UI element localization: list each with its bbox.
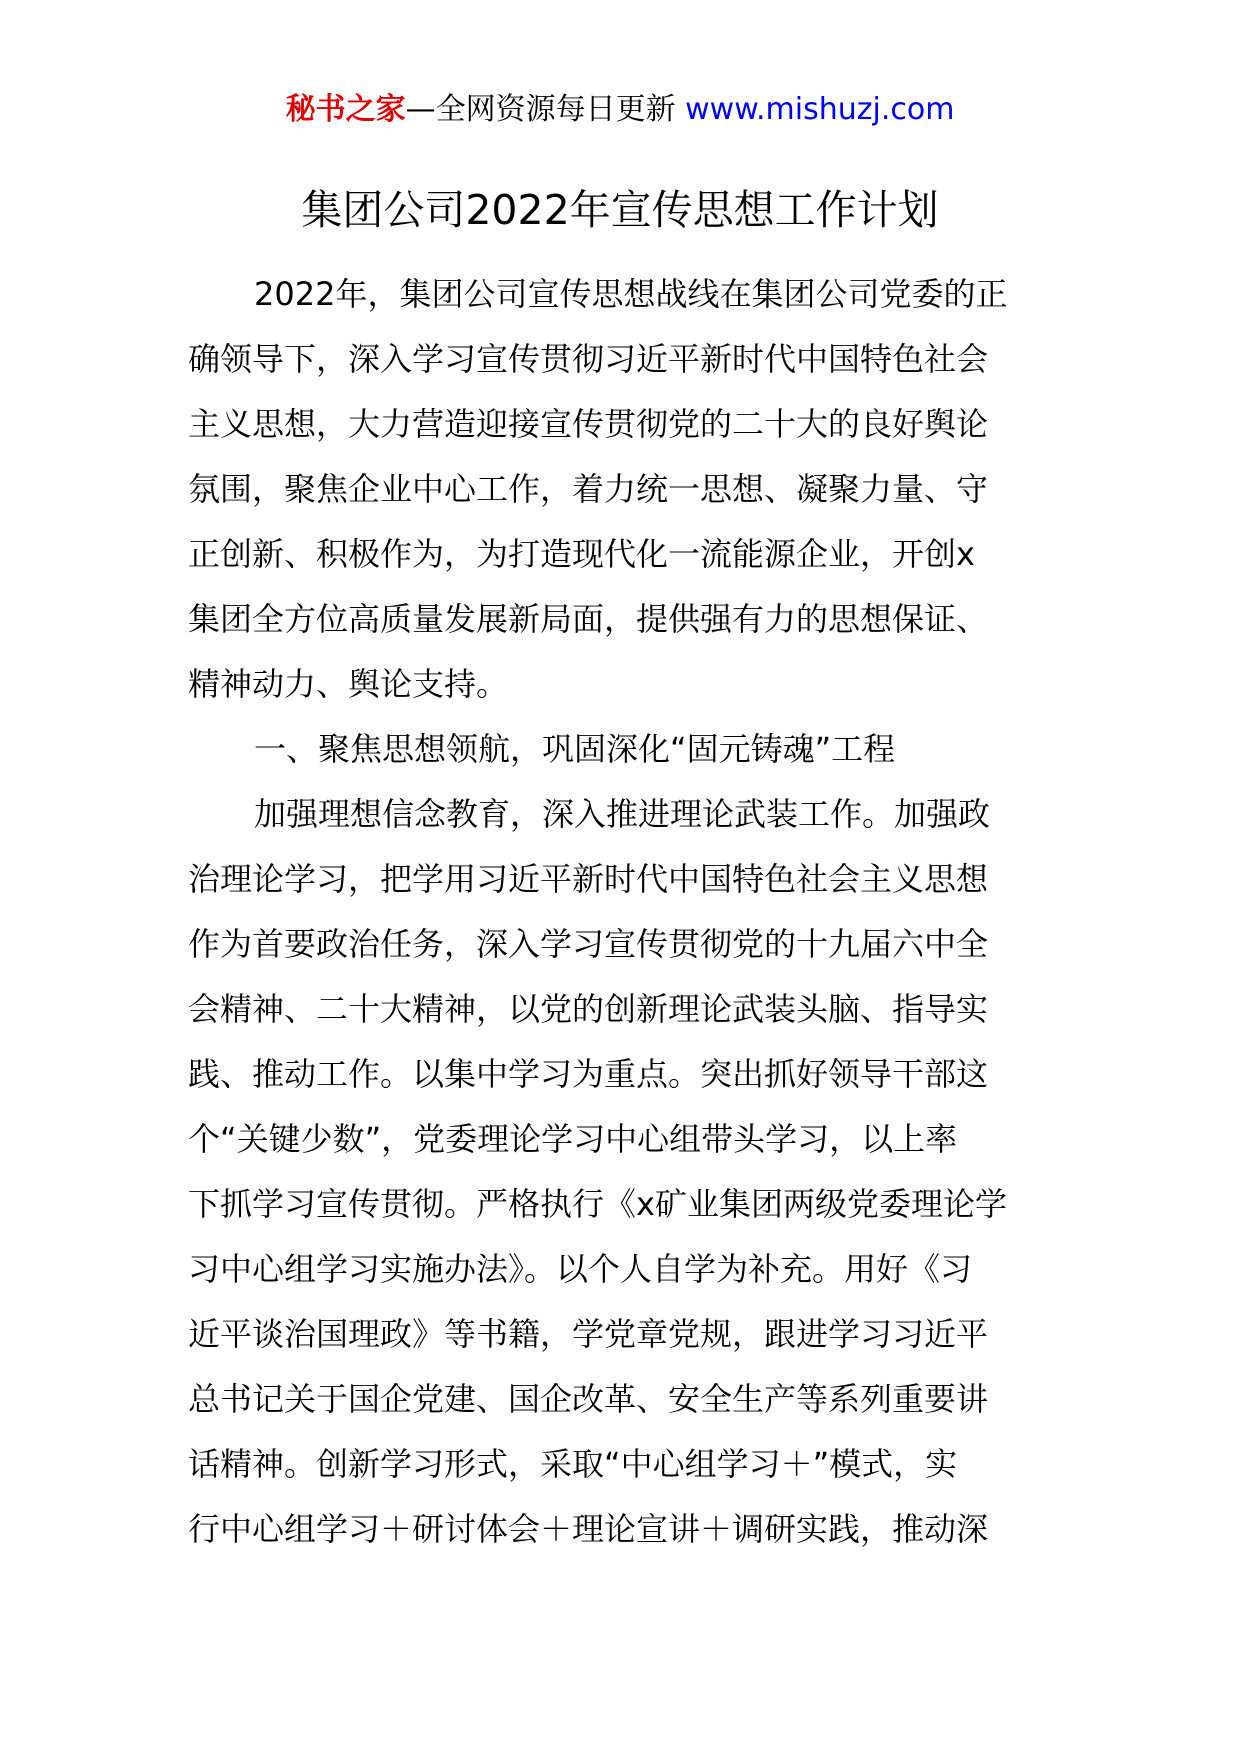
paragraph-line: 话精神。创新学习形式，采取“中心组学习＋”模式，实 <box>188 1445 958 1483</box>
paragraph-line: 个“关键少数”，党委理论学习中心组带头学习，以上率 <box>188 1120 958 1158</box>
paragraph-line: 加强理想信念教育，深入推进理论武装工作。加强政 <box>254 795 991 833</box>
paragraph-line: 总书记关于国企党建、国企改革、安全生产等系列重要讲 <box>188 1380 989 1418</box>
site-url-link[interactable]: www.mishuzj.com <box>685 92 955 127</box>
paragraph-line: 主义思想，大力营造迎接宣传贯彻党的二十大的良好舆论 <box>188 405 989 443</box>
paragraph-line: 习中心组学习实施办法》。以个人自学为补充。用好《习 <box>188 1250 973 1288</box>
paragraph-line: 行中心组学习＋研讨体会＋理论宣讲＋调研实践，推动深 <box>188 1510 989 1548</box>
paragraph-line: 2022年，集团公司宣传思想战线在集团公司党委的正 <box>254 275 1008 313</box>
paragraph-line: 践、推动工作。以集中学习为重点。突出抓好领导干部这 <box>188 1055 989 1093</box>
document-body <box>188 262 1068 1562</box>
paragraph-line: 精神动力、舆论支持。 <box>188 665 509 703</box>
paragraph-line: 集团全方位高质量发展新局面，提供强有力的思想保证、 <box>188 600 989 638</box>
paragraph-line: 治理论学习，把学用习近平新时代中国特色社会主义思想 <box>188 860 989 898</box>
document-title: 集团公司2022年宣传思想工作计划 <box>301 186 939 234</box>
section-heading: 一、聚焦思想领航，巩固深化“固元铸魂”工程 <box>254 730 896 768</box>
site-tagline: —全网资源每日更新 <box>405 92 676 127</box>
paragraph-line: 作为首要政治任务，深入学习宣传贯彻党的十九届六中全 <box>188 925 989 963</box>
paragraph-line: 下抓学习宣传贯彻。严格执行《x矿业集团两级党委理论学 <box>188 1185 1007 1223</box>
site-header <box>0 88 1240 132</box>
paragraph-line: 近平谈治国理政》等书籍，学党章党规，跟进学习习近平 <box>188 1315 989 1353</box>
paragraph-line: 氛围，聚焦企业中心工作，着力统一思想、凝聚力量、守 <box>188 470 989 508</box>
paragraph-line: 正创新、积极作为，为打造现代化一流能源企业，开创x <box>188 535 975 573</box>
site-brand: 秘书之家 <box>285 92 406 127</box>
paragraph-line: 会精神、二十大精神，以党的创新理论武装头脑、指导实 <box>188 990 989 1028</box>
paragraph-line: 确领导下，深入学习宣传贯彻习近平新时代中国特色社会 <box>188 340 989 378</box>
